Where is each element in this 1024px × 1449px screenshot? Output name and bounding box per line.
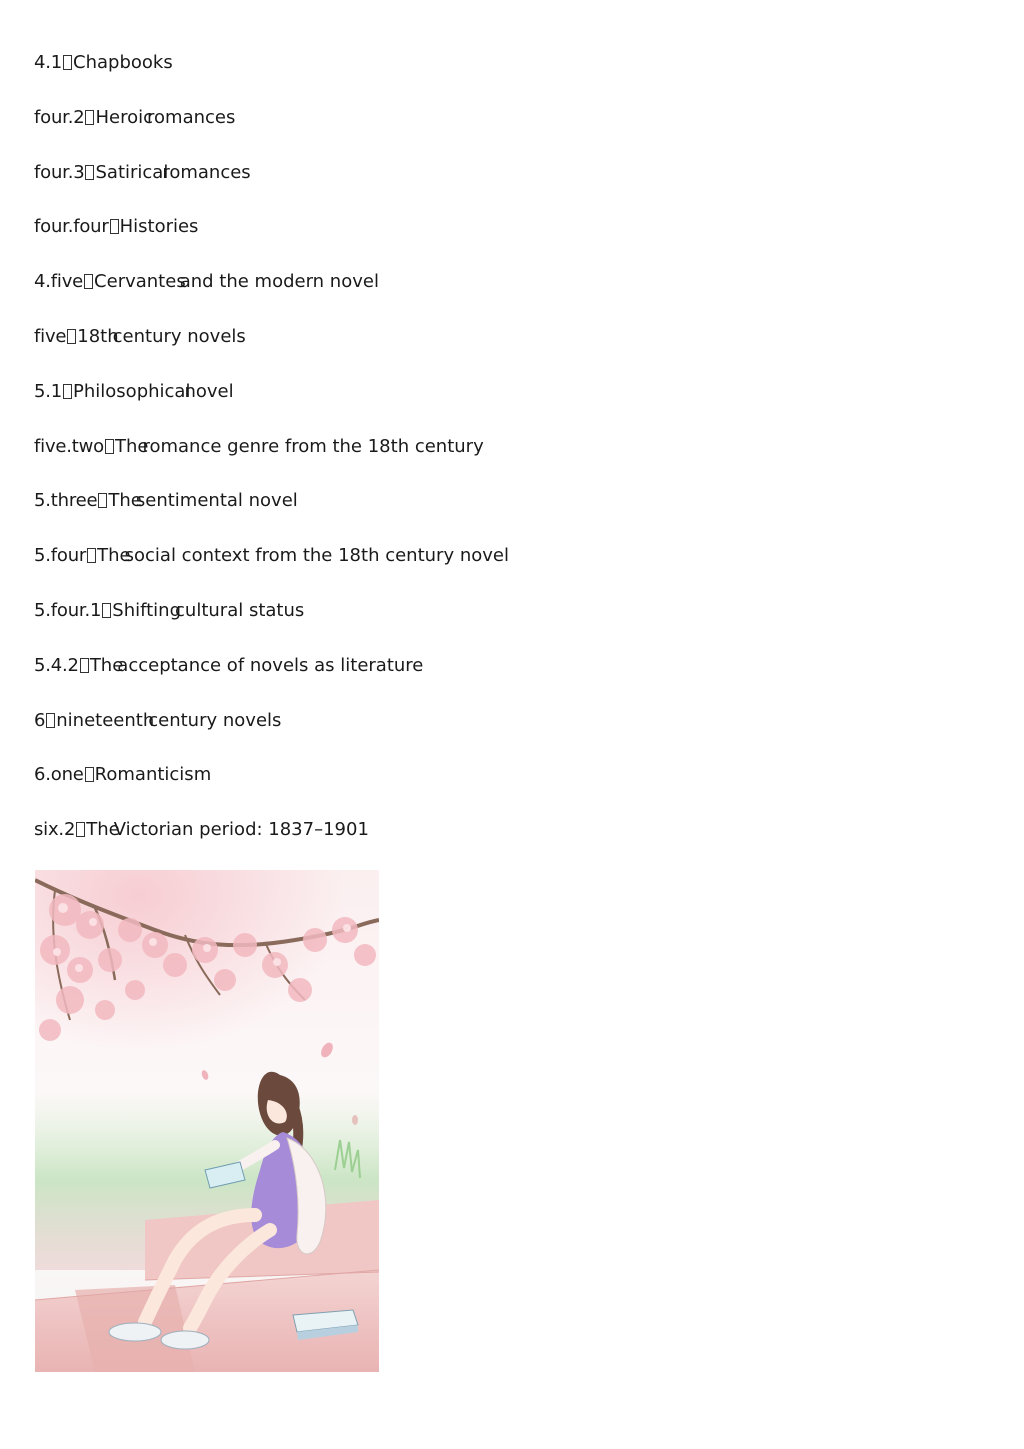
toc-entry-number: 5.four (34, 545, 87, 567)
toc-entry-6[interactable] (34, 709, 509, 733)
toc-entry-number: 4.1 (34, 52, 63, 73)
toc-entry-5-2[interactable] (34, 435, 509, 459)
missing-glyph-icon (76, 822, 85, 837)
toc-entry-first-word: Philosophical (73, 380, 191, 402)
toc-entry-number: 4.five (34, 271, 84, 293)
toc-entry-5-4[interactable] (34, 544, 509, 568)
toc-entry-first-word: The (97, 545, 131, 567)
toc-entry-number: 5.4.2 (34, 654, 79, 676)
girl-reading-illustration (35, 870, 379, 1372)
toc-entry-number: four.2 (34, 106, 85, 128)
missing-glyph-icon (105, 439, 114, 454)
toc-entry-rest: Victorian period: 1837–1901 (113, 819, 369, 841)
table-of-contents (34, 51, 509, 873)
toc-entry-5-1[interactable] (34, 380, 509, 404)
missing-glyph-icon (63, 55, 72, 70)
missing-glyph-icon (63, 384, 72, 399)
toc-entry-5-3[interactable] (34, 489, 509, 513)
toc-entry-first-word: 18th (77, 325, 119, 347)
toc-entry-number: 6.one (34, 764, 84, 786)
toc-entry-rest: novel (184, 380, 234, 402)
toc-entry-6-1[interactable] (34, 763, 509, 787)
toc-entry-first-word: Cervantes (94, 271, 186, 293)
toc-entry-first-word: Histories (119, 216, 199, 238)
toc-entry-rest: romance genre from the 18th century (142, 435, 484, 457)
toc-entry-rest: and the modern novel (179, 271, 379, 293)
toc-entry-first-word: Shifting (112, 599, 182, 621)
girl-reading-under-blossoms-icon (35, 870, 379, 1372)
toc-entry-first-word: Satirical (95, 161, 169, 183)
toc-entry-4-4[interactable] (34, 215, 509, 239)
missing-glyph-icon (67, 329, 76, 344)
toc-entry-rest: cultural status (175, 599, 305, 621)
missing-glyph-icon (85, 767, 94, 782)
toc-entry-number: four.3 (34, 161, 85, 183)
toc-entry-number: five (34, 325, 67, 347)
toc-entry-5[interactable] (34, 325, 509, 349)
toc-entry-rest: century novels (112, 325, 246, 347)
missing-glyph-icon (46, 713, 55, 728)
toc-entry-rest: romances (147, 106, 236, 128)
toc-entry-6-2[interactable] (34, 818, 509, 842)
toc-entry-first-word: Chapbooks (73, 52, 173, 73)
toc-entry-first-word: nineteenth (56, 709, 155, 731)
toc-entry-4-3[interactable] (34, 161, 509, 185)
toc-entry-5-4-2[interactable] (34, 654, 509, 678)
toc-entry-number: 5.four.1 (34, 599, 102, 621)
toc-entry-number: 6 (34, 709, 46, 731)
toc-entry-number: six.2 (34, 819, 76, 841)
toc-entry-first-word: The (89, 654, 124, 676)
missing-glyph-icon (84, 274, 93, 289)
toc-entry-first-word: The (114, 435, 149, 457)
missing-glyph-icon (87, 548, 96, 563)
toc-entry-number: 5.1 (34, 380, 63, 402)
missing-glyph-icon (85, 110, 94, 125)
toc-entry-first-word: Romanticism (94, 764, 212, 786)
toc-entry-first-word: The (108, 490, 142, 512)
missing-glyph-icon (110, 219, 119, 234)
toc-entry-rest: romances (162, 161, 251, 183)
toc-entry-rest: acceptance of novels as literature (117, 654, 424, 676)
toc-entry-rest: century novels (148, 709, 282, 731)
toc-entry-number: 5.three (34, 490, 98, 512)
toc-entry-4-5[interactable] (34, 270, 509, 294)
missing-glyph-icon (98, 493, 107, 508)
toc-entry-first-word: The (86, 819, 120, 841)
toc-entry-number: four.four (34, 216, 109, 238)
missing-glyph-icon (102, 603, 111, 618)
missing-glyph-icon (85, 165, 94, 180)
toc-entry-rest: social context from the 18th century novel (124, 545, 509, 567)
toc-entry-4-2[interactable] (34, 106, 509, 130)
toc-entry-first-word: Heroic (95, 106, 154, 128)
toc-entry-rest: sentimental novel (135, 490, 298, 512)
toc-entry-5-4-1[interactable] (34, 599, 509, 623)
toc-entry-4-1[interactable] (34, 51, 509, 75)
missing-glyph-icon (80, 658, 89, 673)
toc-entry-number: five.two (34, 435, 104, 457)
